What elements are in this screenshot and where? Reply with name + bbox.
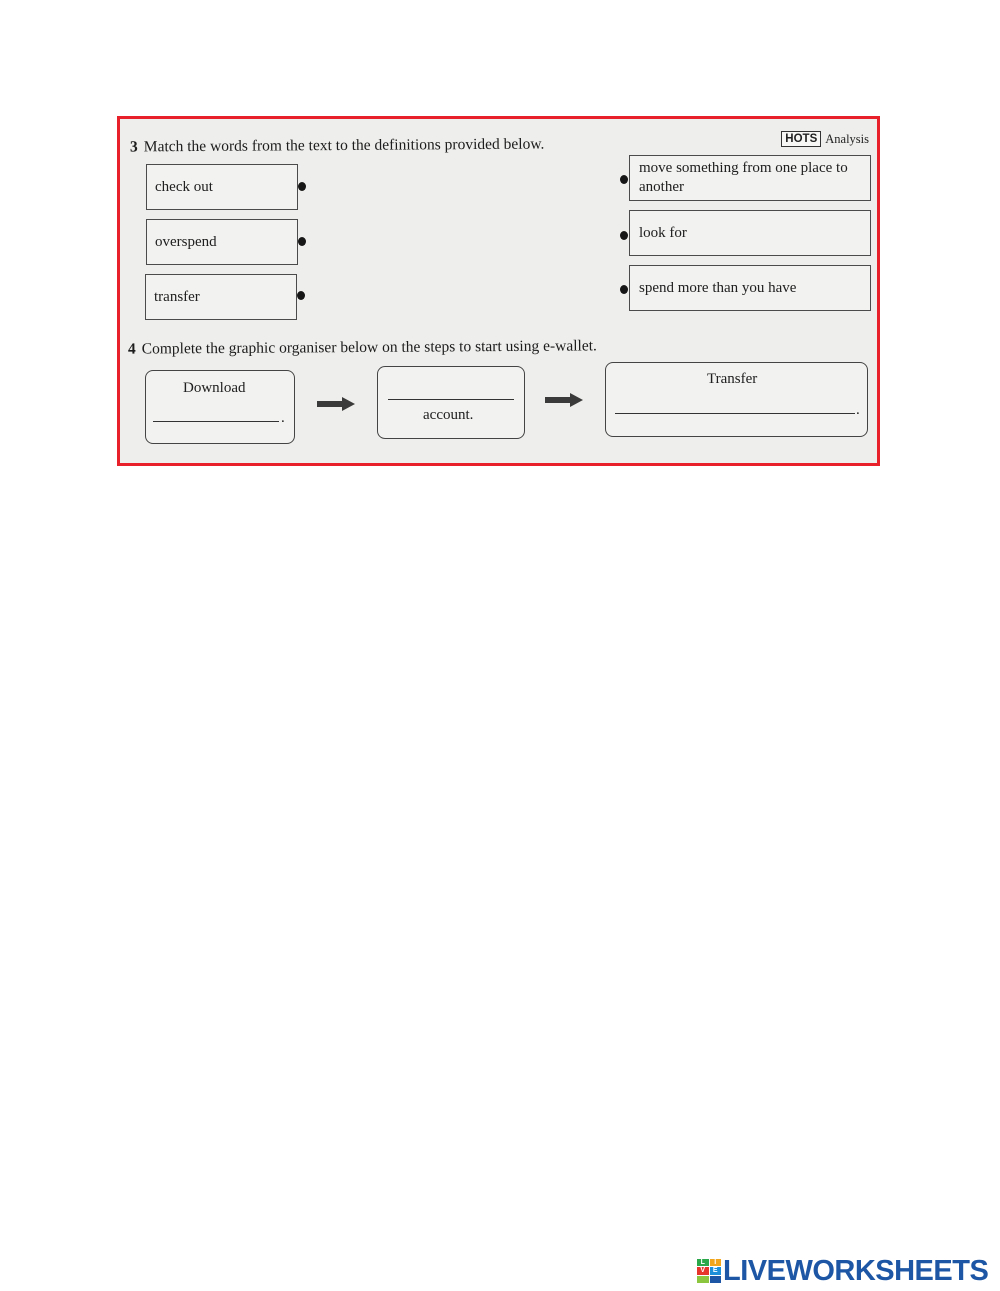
match-dot-word-2[interactable] [298, 237, 306, 246]
organiser-step-2 [377, 366, 525, 439]
step-2-blank[interactable] [388, 399, 514, 400]
worksheet-image [117, 116, 880, 466]
logo-cell: I [710, 1259, 722, 1266]
step-3-period: . [856, 402, 860, 418]
liveworksheets-logo [697, 1256, 988, 1286]
match-dot-definition-1[interactable] [620, 175, 628, 184]
arrow-right-icon-1 [317, 397, 355, 411]
match-definition-look-for[interactable]: look for [629, 210, 871, 256]
hots-tag: HOTS [781, 131, 821, 147]
logo-cell: L [697, 1259, 709, 1266]
logo-cell [710, 1276, 722, 1283]
match-definition-move[interactable]: move something from one place to another [629, 155, 871, 201]
step-1-text: Download [183, 380, 246, 396]
step-1-blank[interactable] [153, 421, 279, 422]
step-3-blank[interactable] [615, 413, 855, 414]
match-dot-definition-3[interactable] [620, 285, 628, 294]
logo-cell: E [710, 1267, 722, 1274]
hots-level: Analysis [825, 131, 869, 146]
match-dot-word-3[interactable] [297, 291, 305, 300]
arrow-right-icon-2 [545, 393, 583, 407]
logo-cell: V [697, 1267, 709, 1274]
match-dot-definition-2[interactable] [620, 231, 628, 240]
step-2-text: account. [423, 407, 474, 423]
organiser-step-1 [145, 370, 295, 444]
match-word-check-out[interactable]: check out [146, 164, 298, 210]
step-1-period: . [281, 410, 285, 426]
question-4-instruction: 4 Complete the graphic organiser below on the steps to start using e-wallet. [127, 337, 597, 358]
question-3-instruction: 3 Match the words from the text to the definitions provided below. [129, 135, 545, 156]
match-word-overspend[interactable]: overspend [146, 219, 298, 265]
match-dot-word-1[interactable] [298, 182, 306, 191]
logo-mark-icon [697, 1259, 721, 1283]
step-3-text: Transfer [707, 371, 758, 387]
logo-text: LIVEWORKSHEETS [723, 1254, 989, 1287]
match-definition-spend-more[interactable]: spend more than you have [629, 265, 871, 311]
logo-cell [697, 1276, 709, 1283]
organiser-step-3 [605, 362, 868, 437]
match-word-transfer[interactable]: transfer [145, 274, 297, 320]
hots-label [781, 131, 869, 147]
